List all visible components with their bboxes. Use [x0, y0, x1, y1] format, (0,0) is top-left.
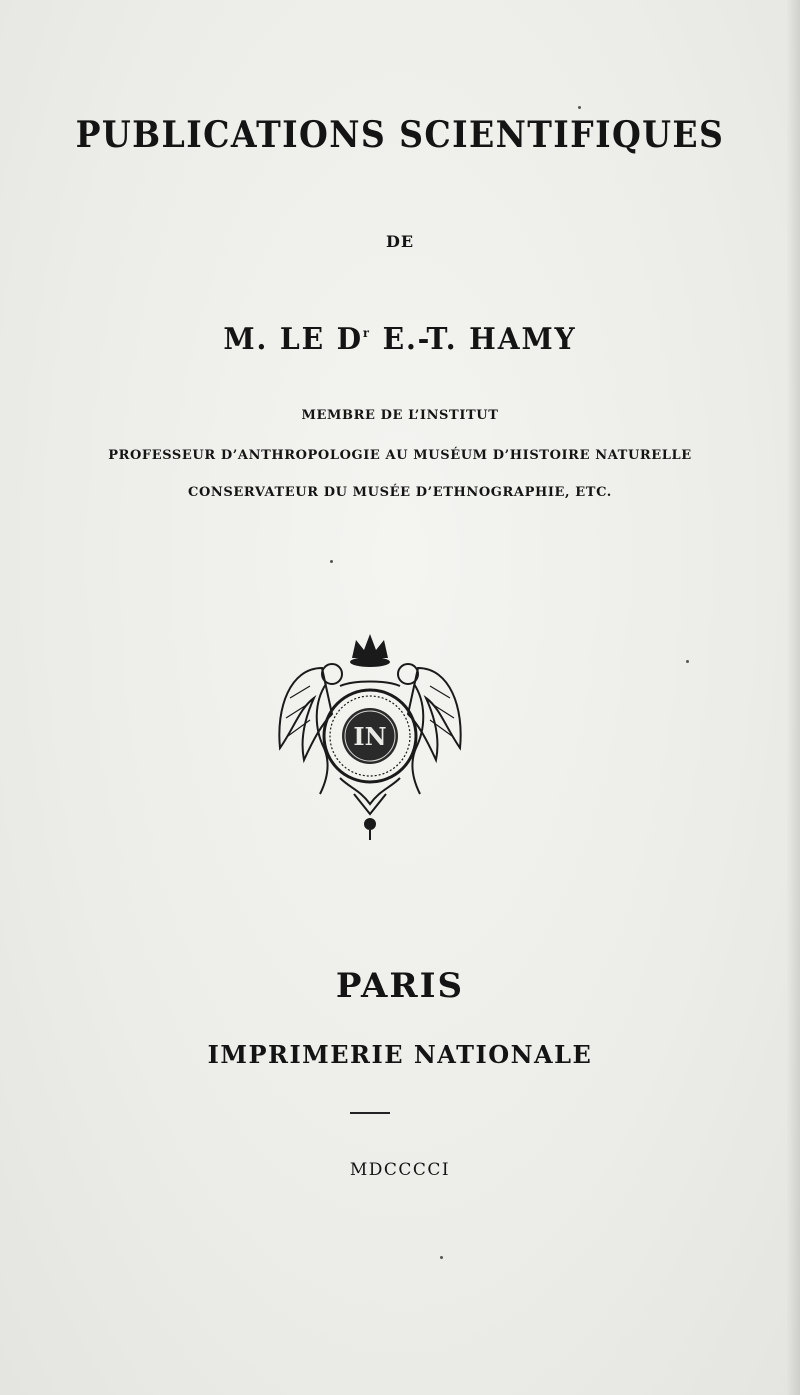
right-cherub-head	[398, 664, 418, 684]
affiliation-professeur: PROFESSEUR D’ANTHROPOLOGIE AU MUSÉUM D’HISTOIRE NATURELLE	[108, 448, 692, 463]
affiliation-conservateur: CONSERVATEUR DU MUSÉE D’ETHNOGRAPHIE, ETC.	[188, 485, 612, 500]
paper-speck	[686, 660, 689, 663]
author-line	[24, 322, 776, 357]
imprimerie-nationale-emblem	[270, 628, 470, 843]
title-preposition: DE	[385, 232, 415, 251]
imprint-year: MDCCCCI	[349, 1160, 451, 1180]
page-edge-shadow	[786, 0, 800, 1395]
imprint-printer: IMPRIMERIE NATIONALE	[207, 1040, 593, 1069]
affiliation-institut: MEMBRE DE L’INSTITUT	[301, 408, 499, 423]
imprint-city: PARIS	[335, 966, 465, 1006]
paper-speck	[578, 106, 581, 109]
medallion-monogram: IN	[353, 722, 387, 751]
book-title: PUBLICATIONS SCIENTIFIQUES	[75, 114, 725, 156]
paper-speck	[440, 1256, 443, 1259]
author-superscript: r	[363, 326, 371, 340]
author-name: E.-T. HAMY	[382, 322, 577, 357]
left-cherub-head	[322, 664, 342, 684]
crown-icon	[352, 634, 388, 658]
pendant-ornament	[364, 818, 376, 830]
author-prefix: M. LE D	[223, 322, 364, 357]
divider-rule	[350, 1112, 390, 1114]
paper-speck	[330, 560, 333, 563]
